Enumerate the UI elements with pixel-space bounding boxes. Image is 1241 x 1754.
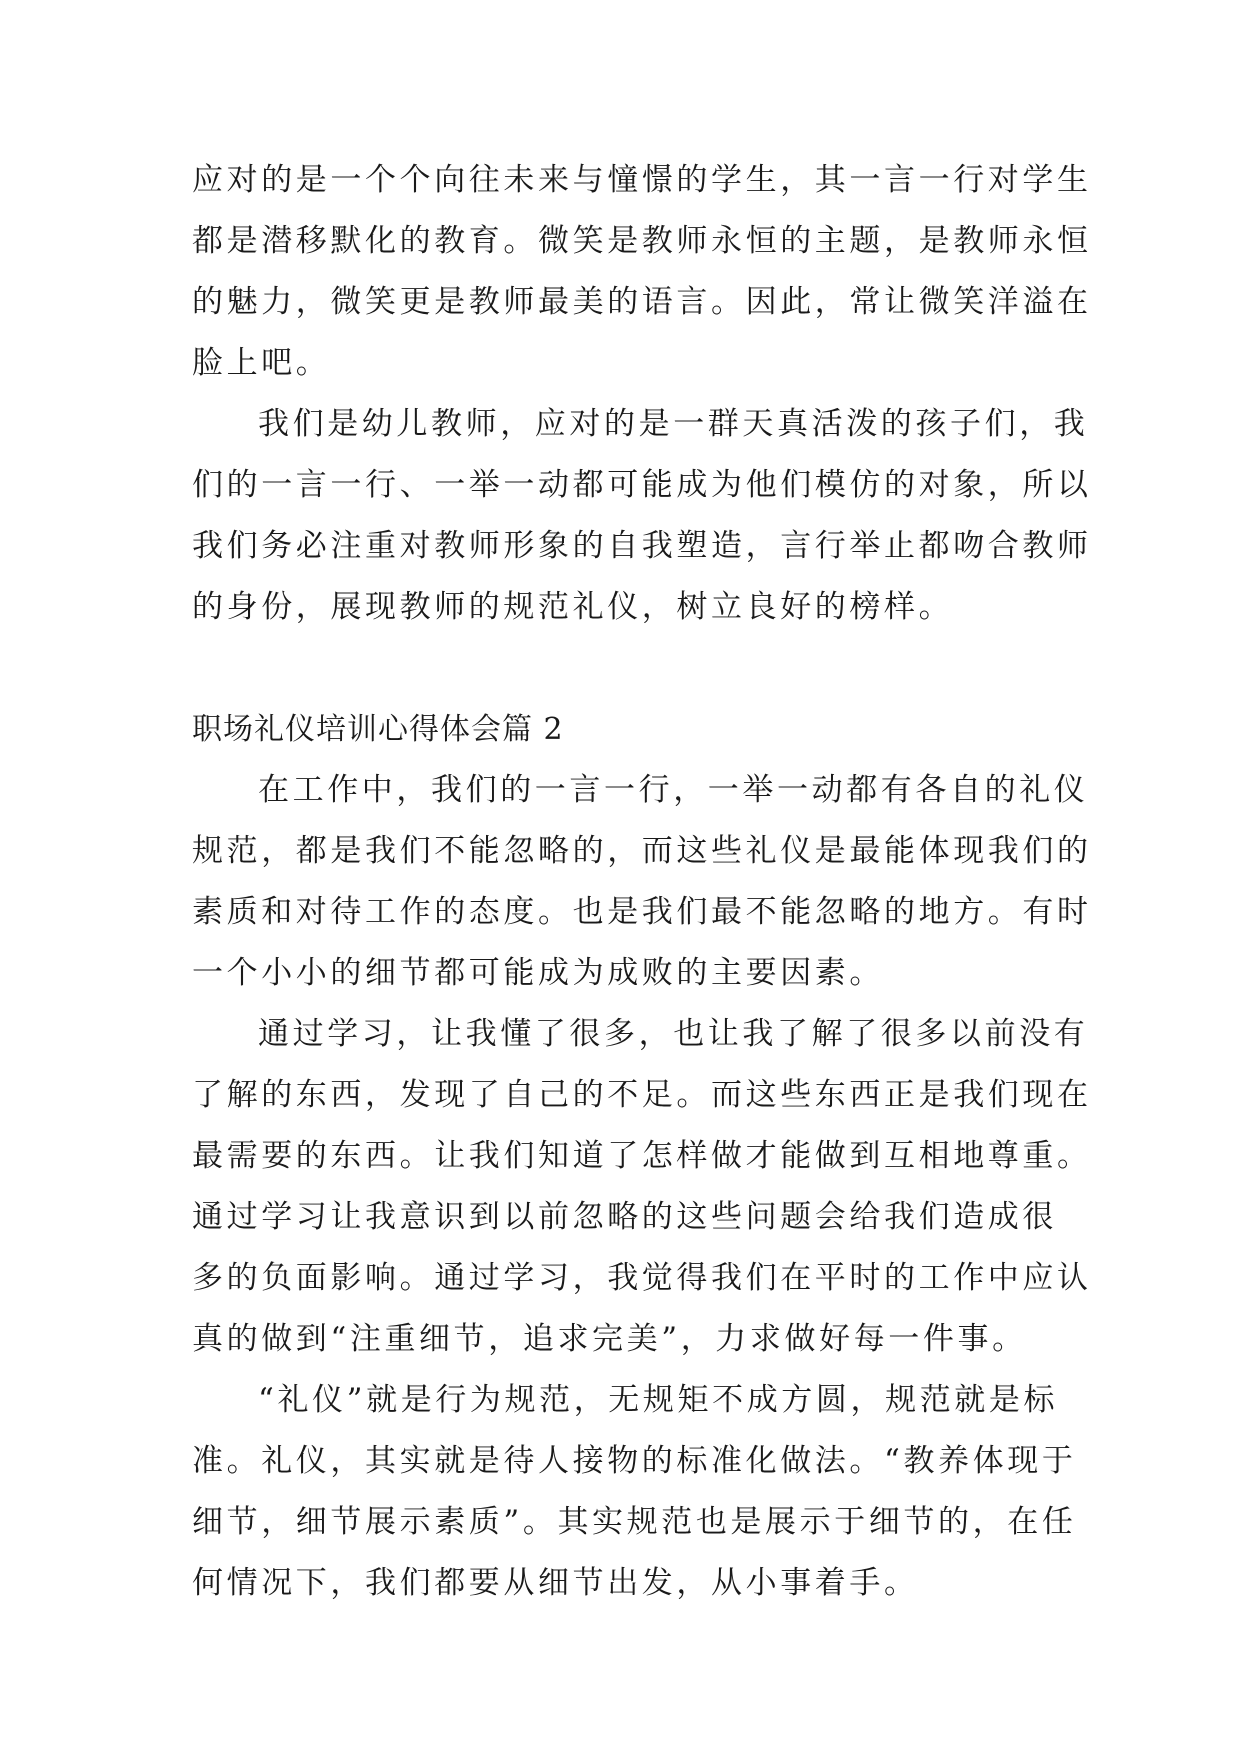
paragraph xyxy=(192,760,1092,1004)
text-line: 多的负面影响。通过学习，我觉得我们在平时的工作中应认 xyxy=(192,1260,1092,1296)
text-line: 何情况下，我们都要从细节出发，从小事着手。 xyxy=(192,1565,919,1601)
paragraph xyxy=(192,150,1092,394)
text-line: 了解的东西，发现了自己的不足。而这些东西正是我们现在 xyxy=(192,1077,1092,1113)
text-line: 的魅力，微笑更是教师最美的语言。因此，常让微笑洋溢在 xyxy=(192,284,1092,320)
section-title: 职场礼仪培训心得体会篇 2 xyxy=(192,712,564,747)
text-line: 我们是幼儿教师，应对的是一群天真活泼的孩子们，我 xyxy=(258,406,1089,442)
text-line: 的身份，展现教师的规范礼仪，树立良好的榜样。 xyxy=(192,589,954,625)
paragraph-gap xyxy=(192,638,1062,699)
text-line: 最需要的东西。让我们知道了怎样做才能做到互相地尊重。 xyxy=(192,1138,1092,1174)
text-line: 应对的是一个个向往未来与憧憬的学生，其一言一行对学生 xyxy=(192,162,1092,198)
text-line: 都是潜移默化的教育。微笑是教师永恒的主题，是教师永恒 xyxy=(192,223,1092,259)
text-line: 真的做到“注重细节，追求完美”，力求做好每一件事。 xyxy=(192,1321,1027,1357)
text-line: 准。礼仪，其实就是待人接物的标准化做法。“教养体现于 xyxy=(192,1443,1077,1479)
text-line: 通过学习让我意识到以前忽略的这些问题会给我们造成很 xyxy=(192,1199,1057,1235)
text-line: 脸上吧。 xyxy=(192,345,331,381)
text-line: 通过学习，让我懂了很多，也让我了解了很多以前没有 xyxy=(258,1016,1089,1052)
text-line: 们的一言一行、一举一动都可能成为他们模仿的对象，所以 xyxy=(192,467,1092,503)
text-line: 素质和对待工作的态度。也是我们最不能忽略的地方。有时 xyxy=(192,894,1092,930)
text-line: 细节，细节展示素质”。其实规范也是展示于细节的，在任 xyxy=(192,1504,1077,1540)
paragraph xyxy=(192,394,1092,638)
paragraph xyxy=(192,1370,1077,1614)
text-line: 一个小小的细节都可能成为成败的主要因素。 xyxy=(192,955,884,991)
document-body xyxy=(192,150,1092,1614)
text-line: “礼仪”就是行为规范，无规矩不成方圆，规范就是标 xyxy=(258,1382,1059,1418)
text-line: 我们务必注重对教师形象的自我塑造，言行举止都吻合教师 xyxy=(192,528,1092,564)
text-line: 规范，都是我们不能忽略的，而这些礼仪是最能体现我们的 xyxy=(192,833,1092,869)
text-line: 在工作中，我们的一言一行，一举一动都有各自的礼仪 xyxy=(258,772,1089,808)
paragraph xyxy=(192,1004,1092,1370)
